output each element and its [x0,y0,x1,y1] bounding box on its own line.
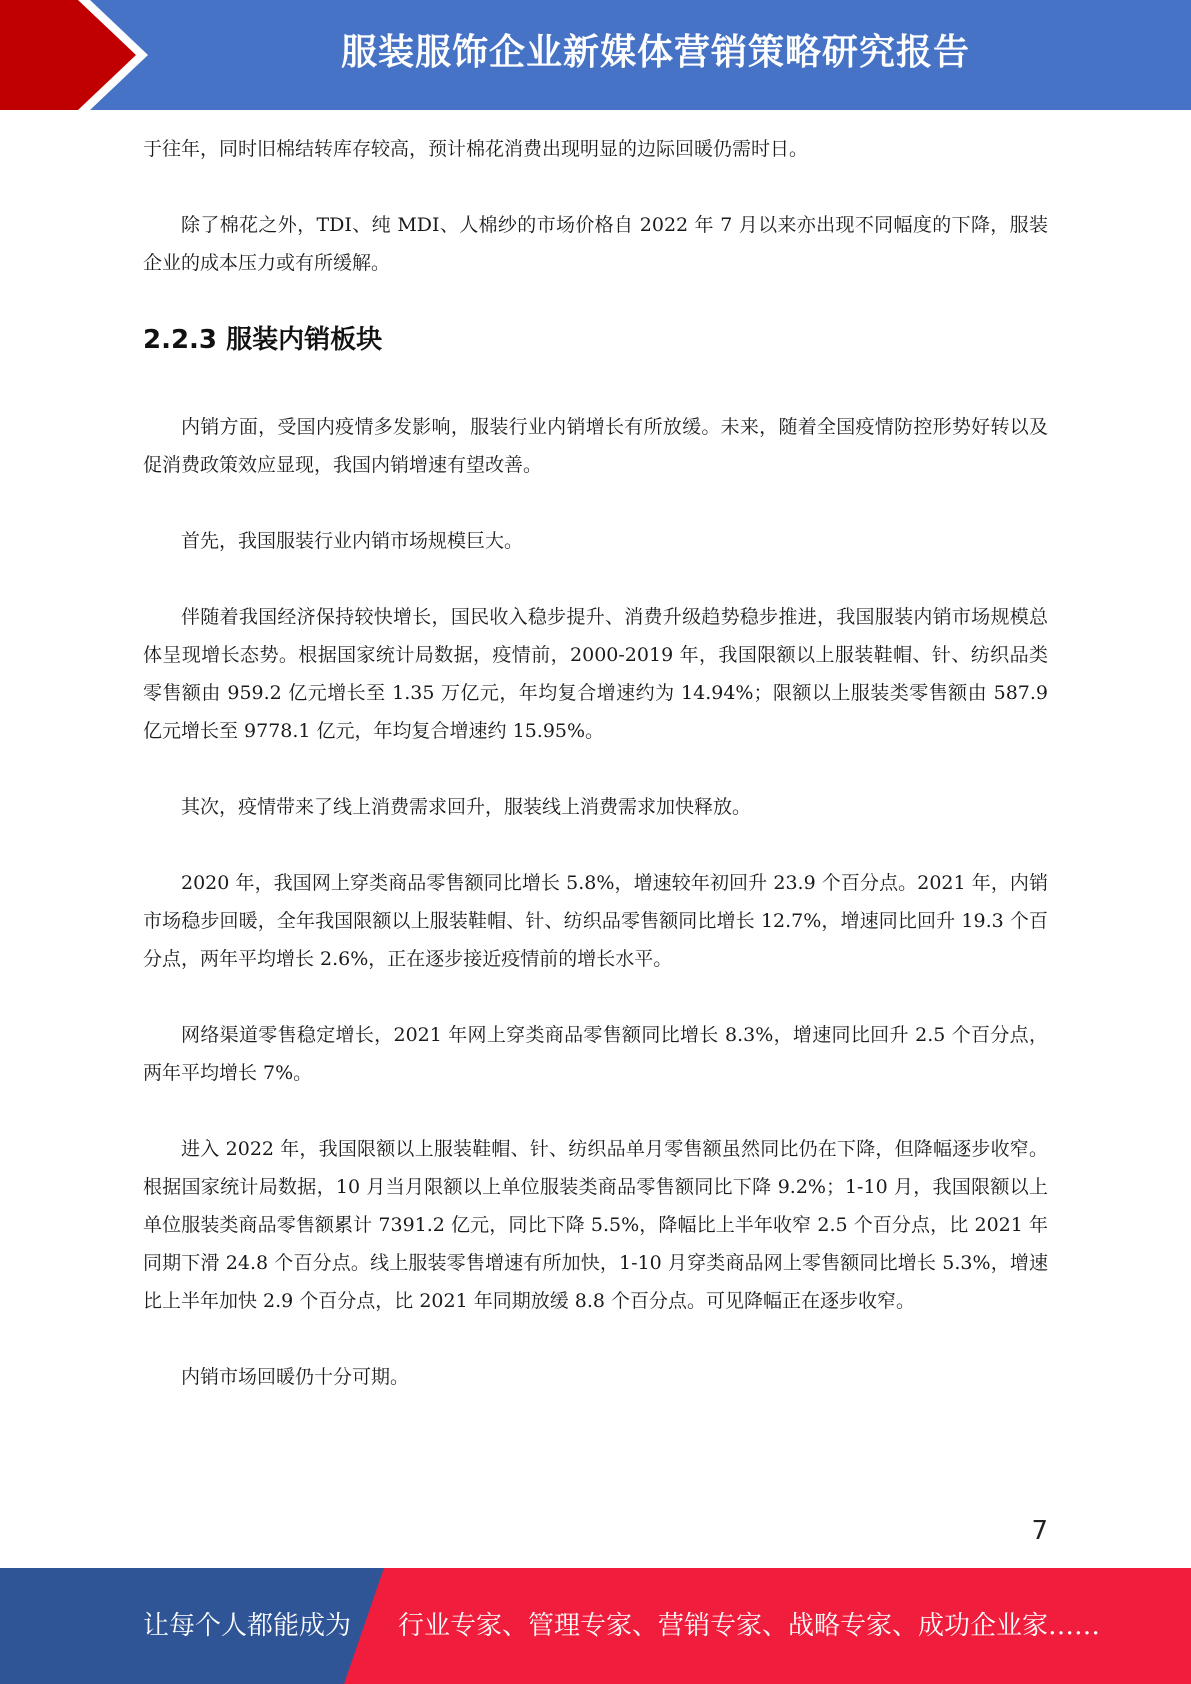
page-header [0,0,1191,110]
paragraph: 网络渠道零售稳定增长，2021 年网上穿类商品零售额同比增长 8.3%，增速同比回升 2.5 个百分点，两年平均增长 7%。 [143,1024,1048,1084]
paragraph: 于往年，同时旧棉结转库存较高，预计棉花消费出现明显的边际回暖仍需时日。 [143,138,809,160]
footer-slogan-right: 行业专家、管理专家、营销专家、战略专家、成功企业家…… [398,1611,1101,1641]
document-body [143,130,1048,1434]
paragraph: 进入 2022 年，我国限额以上服装鞋帽、针、纺织品单月零售额虽然同比仍在下降，但降幅逐步收窄。根据国家统计局数据，10 月当月限额以上单位服装类商品零售额同比下降 9.2%；1-10 月，我国限额以上单位服装类商品零售额累计 7391.2 亿元，同比下降 5.5%，降幅比上半年收窄 2.5 个百分点，比 2021 年同期下滑 24.8 个百分点。线上服装零售增速有所加快，1-10 月穿类商品网上零售额同比增长 5.3%，增速比上半年加快 2.9 个百分点，比 2021 年同期放缓 8.8 个百分点。可见降幅正在逐步收窄。 [143,1138,1048,1312]
paragraph: 内销市场回暖仍十分可期。 [181,1366,410,1388]
paragraph: 其次，疫情带来了线上消费需求回升，服装线上消费需求加快释放。 [181,796,752,818]
paragraph: 首先，我国服装行业内销市场规模巨大。 [181,530,524,552]
paragraph: 伴随着我国经济保持较快增长，国民收入稳步提升、消费升级趋势稳步推进，我国服装内销市场规模总体呈现增长态势。根据国家统计局数据，疫情前，2000-2019 年，我国限额以上服装鞋帽、针、纺织品类零售额由 959.2 亿元增长至 1.35 万亿元，年均复合增速约为 14.94%；限额以上服装类零售额由 587.9 亿元增长至 9778.1 亿元，年均复合增速约 15.95%。 [143,606,1048,742]
paragraph: 除了棉花之外，TDI、纯 MDI、人棉纱的市场价格自 2022 年 7 月以来亦出现不同幅度的下降，服装企业的成本压力或有所缓解。 [143,214,1048,274]
header-red-chevron-icon [0,0,160,110]
paragraph: 2020 年，我国网上穿类商品零售额同比增长 5.8%，增速较年初回升 23.9 个百分点。2021 年，内销市场稳步回暖，全年我国限额以上服装鞋帽、针、纺织品零售额同比增长 12.7%，增速同比回升 19.3 个百分点，两年平均增长 2.6%，正在逐步接近疫情前的增长水平。 [143,872,1048,970]
page-footer [0,1568,1191,1684]
paragraph: 内销方面，受国内疫情多发影响，服装行业内销增长有所放缓。未来，随着全国疫情防控形势好转以及促消费政策效应显现，我国内销增速有望改善。 [143,416,1048,476]
report-title: 服装服饰企业新媒体营销策略研究报告 [340,32,970,73]
section-heading: 2.2.3 服装内销板块 [143,325,383,355]
page-number: 7 [1031,1516,1048,1546]
footer-slogan-left: 让每个人都能成为 [143,1611,352,1641]
